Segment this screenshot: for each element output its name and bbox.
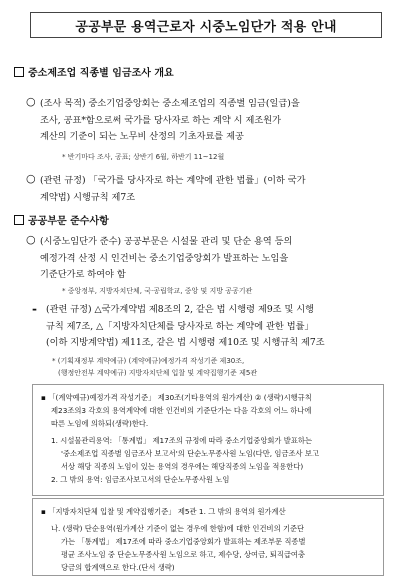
text-line: (조사 목적) 중소기업중앙회는 중소제조업의 직종별 임금(일급)을 (40, 98, 300, 109)
box-bullet-2: ▪ 「지방자치단체 입찰 및 계약집행기준」 제5관 1. 그 밖의 용역의 원가계산 (41, 507, 286, 516)
section2-item1-note: * 중앙정부, 지방자치단체, 국·공립학교, 중앙 및 지방 공공기관 (62, 287, 253, 295)
section2-item2-note-2: (행정안전부 계약예규) 지방자치단체 입찰 및 계약집행기준 제5관 (58, 369, 258, 377)
text-line: 제23조의3 각호의 용역계약에 대한 인건비의 기준단가는 다음 각호의 어느 하나에 (51, 406, 312, 415)
text-line: 당금의 합계액으로 한다.(단서 생략) (61, 563, 175, 572)
section2-item2 (46, 302, 386, 352)
text-line: 예정가격 산정 시 인건비는 중소기업중앙회가 발표하는 노임을 (40, 252, 289, 264)
box-bullet-1 (41, 391, 375, 430)
box-sub-2: 2. 그 밖의 용역: 임금조사보고서의 단순노무종사원 노임 (51, 475, 230, 484)
box-sub-3 (41, 522, 375, 574)
page-title-text: 공공부문 용역근로자 시중노임단가 적용 안내 (75, 19, 337, 35)
text-line: 규칙 제7조, △「지방자치단체를 당사자로 하는 계약에 관한 법률」 (46, 320, 314, 332)
text-line: 계약법) 시행규칙 제7조 (40, 191, 136, 203)
text-line: 평균 조사노임 중 단순노무종사원 노임으로 하고, 제수당, 상여금, 퇴직급여충 (61, 550, 306, 559)
text-line: 나. (생략) 단순용역(원가계산 기준이 없는 경우에 한함)에 대한 인건비의 기준단 (51, 524, 305, 533)
section2-heading-text: 공공부문 준수사항 (28, 216, 109, 227)
text-line: 따른 노임에 의하되(생략)한다. (51, 419, 149, 428)
section2-heading (14, 212, 109, 227)
square-bullet-icon (14, 215, 24, 225)
section1-item1-note: * 반기마다 조사, 공표; 상반기 6월, 하반기 11~12월 (62, 153, 225, 161)
text-line: 서상 해당 직종의 노임이 있는 용역의 경우에는 해당직종의 노임을 적용한다) (61, 462, 304, 471)
section1-item1 (40, 96, 380, 146)
circle-bullet-icon: ○ (26, 172, 36, 185)
regulation-box-2 (32, 498, 384, 576)
text-line: (관련 규정) △국가계약법 제8조의 2, 같은 법 시행령 제9조 및 시행 (46, 304, 315, 315)
text-line: 1. 시설물관리용역: 「통계법」 제17조의 규정에 따라 중소기업중앙회가 발표하는 (51, 436, 312, 445)
text-line: 조사, 공표*함으로써 국가를 당사자로 하는 계약 시 제조원가 (40, 114, 281, 126)
section1-heading (14, 64, 174, 79)
text-line: 기준단가로 하여야 함 (40, 269, 126, 280)
dash-bullet: - (32, 302, 37, 316)
section2-item1 (40, 234, 380, 284)
regulation-box-1 (32, 384, 384, 496)
text-line: 계산의 기준이 되는 노무비 산정의 기초자료를 제공 (40, 131, 244, 142)
page-title (30, 12, 382, 38)
text-line: '중소제조업 직종별 임금조사 보고서'의 단순노무종사원 노임(다만, 임금조사 보고 (61, 449, 320, 458)
section1-item2 (40, 173, 380, 206)
box-sub-1 (41, 434, 375, 473)
circle-bullet-icon: ○ (26, 95, 36, 108)
text-line: (이하 지방계약법) 제11조, 같은 법 시행령 제10조 및 시행규칙 제7조 (46, 337, 325, 348)
section2-item2-note-1: * (기획재정부 계약예규) (계약예규)예정가격 작성기준 제30조, (52, 357, 245, 365)
circle-bullet-icon: ○ (26, 233, 36, 246)
text-line: 가는 「통계법」 제17조에 따라 중소기업중앙회가 발표하는 제조부문 직종별 (61, 537, 306, 546)
text-line: (시중노임단가 준수) 공공부문은 시설물 관리 및 단순 용역 등의 (40, 236, 293, 247)
text-line: (관련 규정) 「국가를 당사자로 하는 계약에 관한 법률」(이하 국가 (40, 175, 306, 186)
square-bullet-icon (14, 67, 24, 77)
section1-heading-text: 중소제조업 직종별 임금조사 개요 (28, 68, 174, 79)
text-line: ▪ 「(계약예규)예정가격 작성기준」 제30조(기타용역의 원가계산) ② (생략)시행규칙 (41, 393, 312, 402)
